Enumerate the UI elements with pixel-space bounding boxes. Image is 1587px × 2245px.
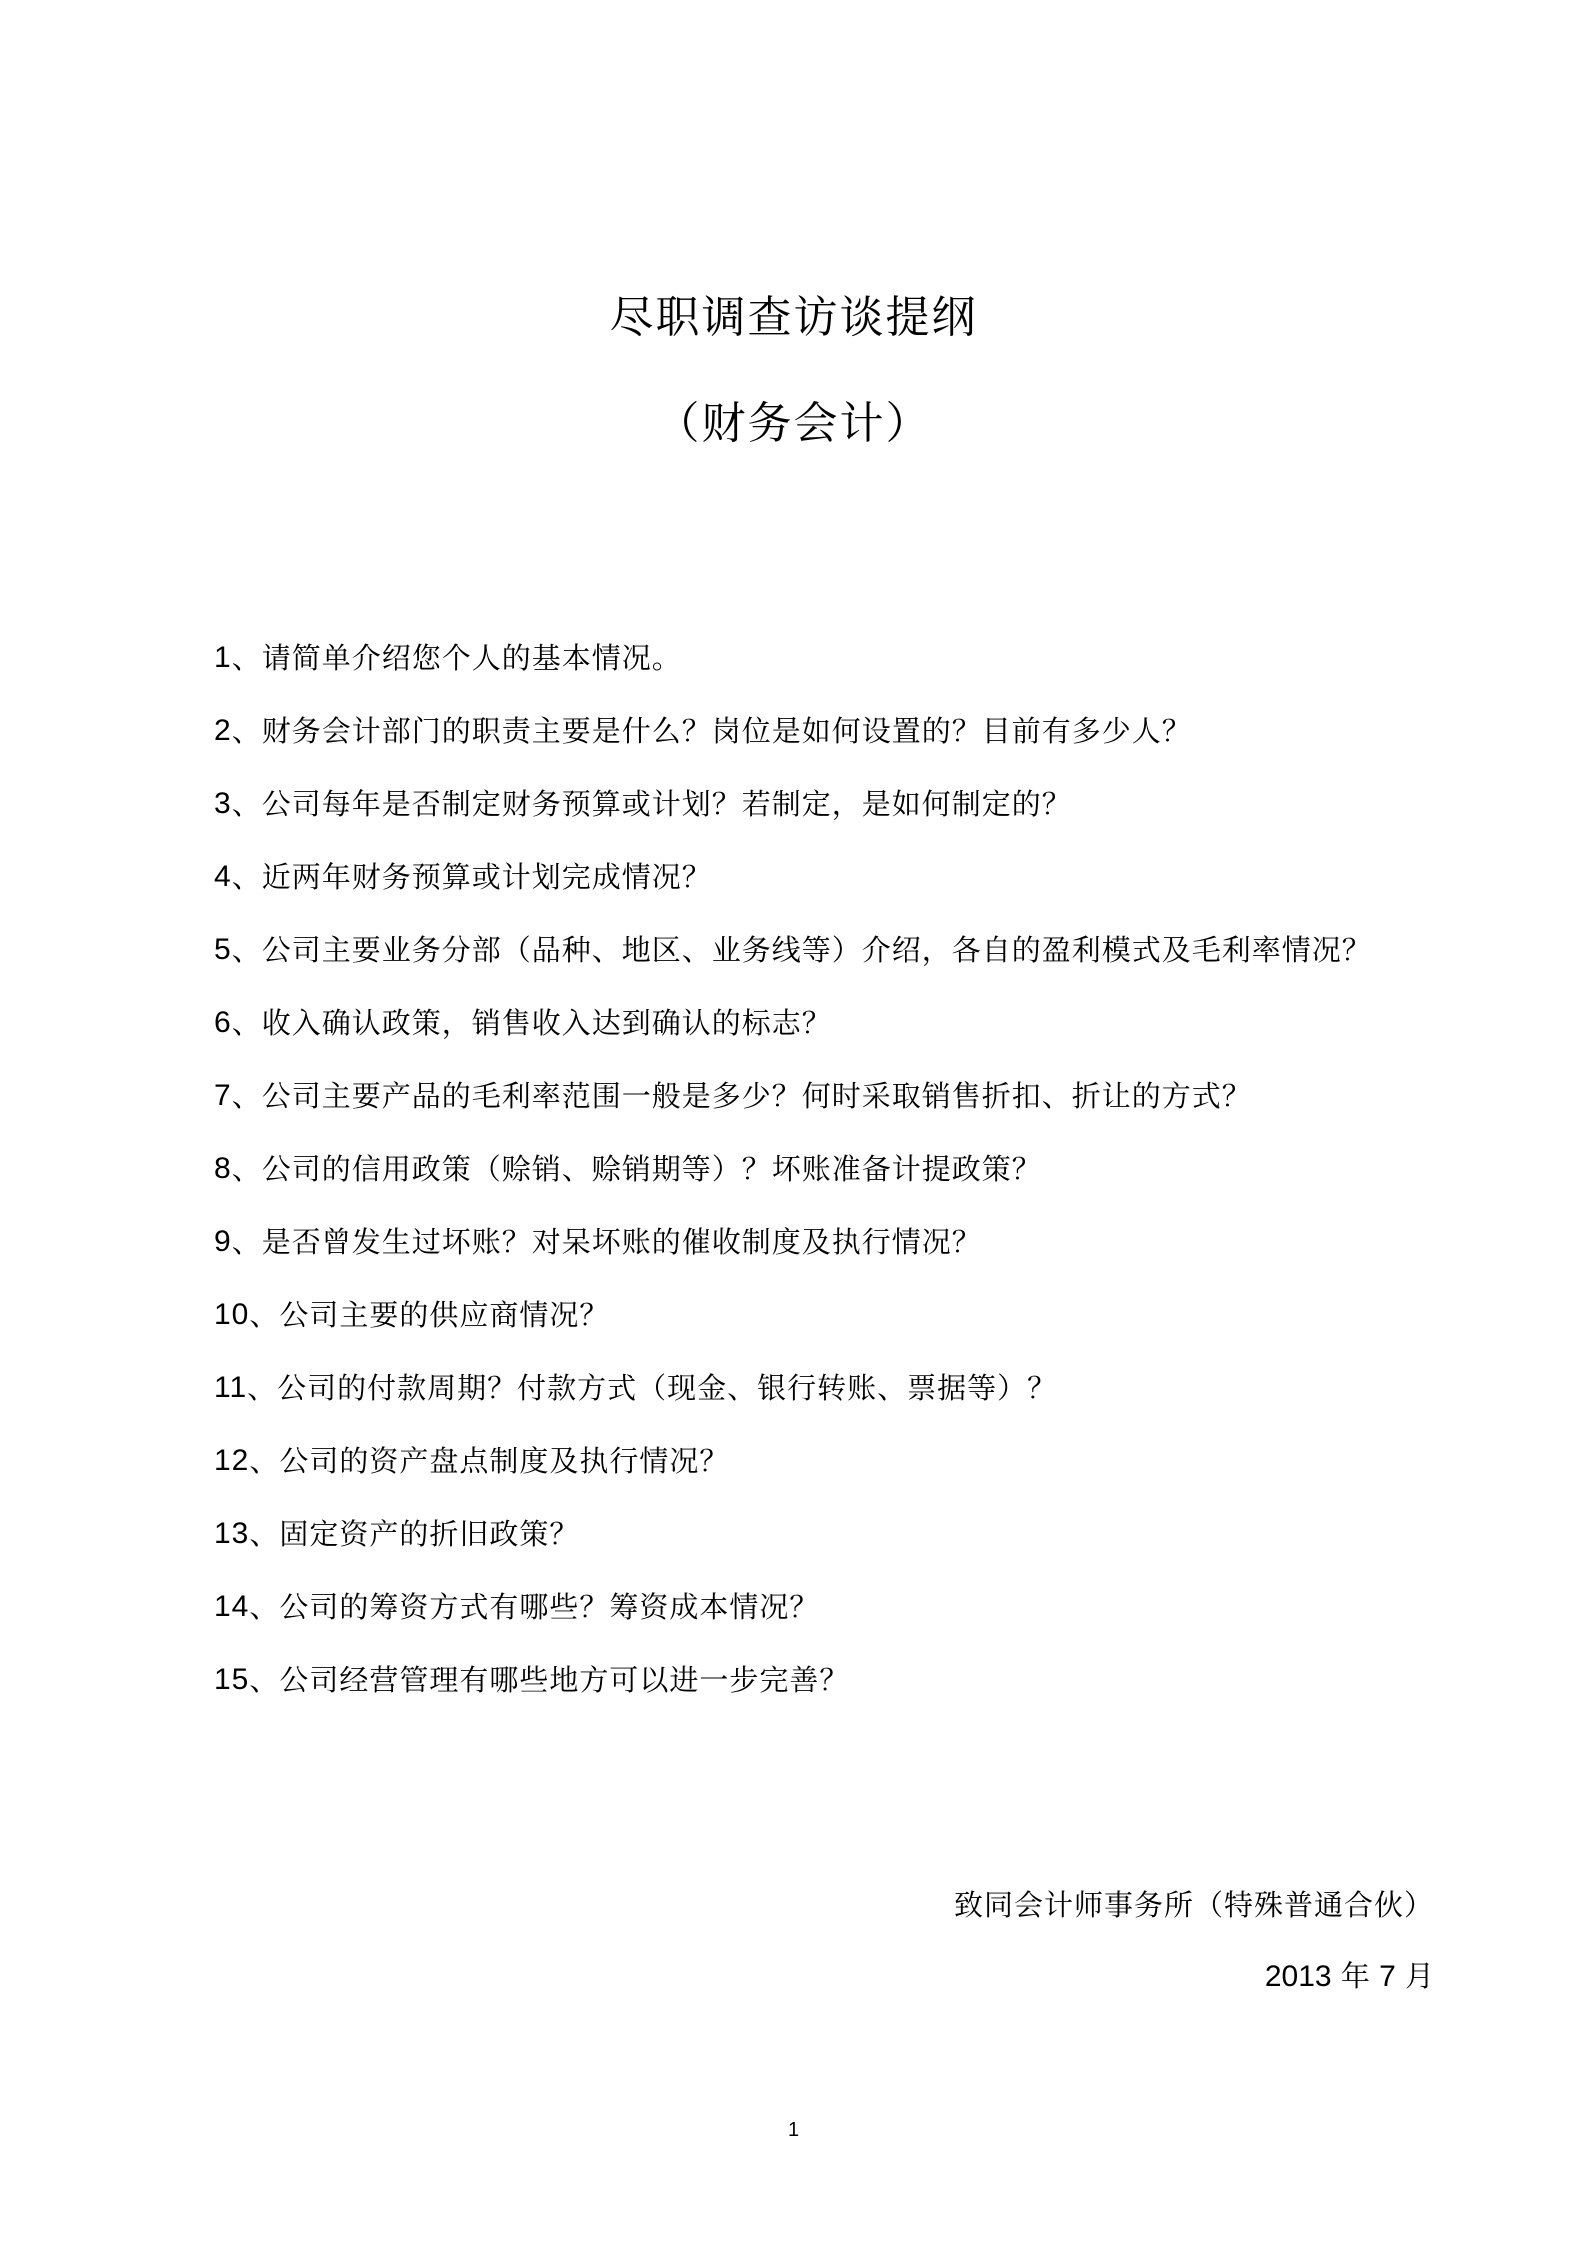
document-title: 尽职调查访谈提纲 (609, 292, 978, 343)
question-separator: 、 (231, 1225, 262, 1259)
question-text: 公司每年是否制定财务预算或计划？若制定，是如何制定的？ (261, 787, 1072, 821)
question-separator: 、 (231, 1079, 262, 1113)
question-text: 公司主要产品的毛利率范围一般是多少？何时采取销售折扣、折让的方式？ (261, 1079, 1252, 1113)
question-text: 请简单介绍您个人的基本情况。 (261, 641, 682, 675)
question-item-15 (214, 1662, 1372, 1735)
question-item-3 (214, 786, 1372, 859)
question-item-11 (214, 1370, 1372, 1443)
question-separator: 、 (231, 714, 262, 748)
question-item-10 (214, 1297, 1372, 1370)
question-number: 4 (214, 860, 232, 893)
question-separator: 、 (231, 641, 262, 675)
question-text: 收入确认政策，销售收入达到确认的标志？ (261, 1006, 832, 1040)
document-date (1265, 1958, 1434, 1995)
question-number: 1 (214, 641, 232, 674)
question-number: 13 (214, 1517, 250, 1550)
page-number: 1 (787, 2119, 800, 2141)
question-number: 12 (214, 1444, 250, 1477)
question-separator: 、 (231, 933, 262, 967)
question-text: 公司的付款周期？付款方式（现金、银行转账、票据等）？ (277, 1371, 1058, 1405)
question-text: 公司经营管理有哪些地方可以进一步完善？ (279, 1663, 850, 1697)
question-separator: 、 (249, 1444, 280, 1478)
question-text: 财务会计部门的职责主要是什么？岗位是如何设置的？目前有多少人？ (261, 714, 1192, 748)
question-number: 2 (214, 714, 232, 747)
question-list (214, 640, 1372, 1735)
organization-name: 致同会计师事务所（特殊普通合伙） (953, 1888, 1434, 1922)
question-separator: 、 (249, 1298, 280, 1332)
question-separator: 、 (249, 1590, 280, 1624)
question-item-5 (214, 932, 1372, 1005)
question-item-4 (214, 859, 1372, 932)
question-text: 公司主要业务分部（品种、地区、业务线等）介绍，各自的盈利模式及毛利率情况？ (261, 933, 1372, 967)
date-month-unit: 月 (1404, 1959, 1434, 1993)
question-number: 11 (214, 1371, 248, 1404)
question-number: 9 (214, 1225, 232, 1258)
question-item-12 (214, 1443, 1372, 1516)
question-text: 固定资产的折旧政策？ (279, 1517, 580, 1551)
question-number: 5 (214, 933, 232, 966)
question-separator: 、 (231, 1006, 262, 1040)
question-item-14 (214, 1589, 1372, 1662)
question-item-7 (214, 1078, 1372, 1151)
question-item-13 (214, 1516, 1372, 1589)
question-text: 公司主要的供应商情况？ (279, 1298, 610, 1332)
question-item-6 (214, 1005, 1372, 1078)
question-number: 6 (214, 1006, 232, 1039)
document-subtitle: （财务会计） (655, 398, 932, 449)
question-text: 公司的筹资方式有哪些？筹资成本情况？ (279, 1590, 820, 1624)
date-month: 7 (1379, 1960, 1396, 1993)
question-number: 14 (214, 1590, 250, 1623)
question-number: 8 (214, 1152, 232, 1185)
question-item-1 (214, 640, 1372, 713)
question-item-2 (214, 713, 1372, 786)
question-number: 7 (214, 1079, 232, 1112)
question-text: 近两年财务预算或计划完成情况？ (261, 860, 712, 894)
question-item-9 (214, 1224, 1372, 1297)
question-separator: 、 (231, 860, 262, 894)
question-separator: 、 (249, 1663, 280, 1697)
question-text: 公司的信用政策（赊销、赊销期等）？坏账准备计提政策？ (261, 1152, 1042, 1186)
question-separator: 、 (247, 1371, 278, 1405)
question-number: 10 (214, 1298, 250, 1331)
question-separator: 、 (249, 1517, 280, 1551)
question-separator: 、 (231, 1152, 262, 1186)
question-item-8 (214, 1151, 1372, 1224)
question-text: 公司的资产盘点制度及执行情况？ (279, 1444, 730, 1478)
question-text: 是否曾发生过坏账？对呆坏账的催收制度及执行情况？ (261, 1225, 982, 1259)
question-separator: 、 (231, 787, 262, 821)
question-number: 15 (214, 1663, 250, 1696)
date-year-unit: 年 (1340, 1959, 1370, 1993)
question-number: 3 (214, 787, 232, 820)
date-year: 2013 (1264, 1960, 1332, 1993)
